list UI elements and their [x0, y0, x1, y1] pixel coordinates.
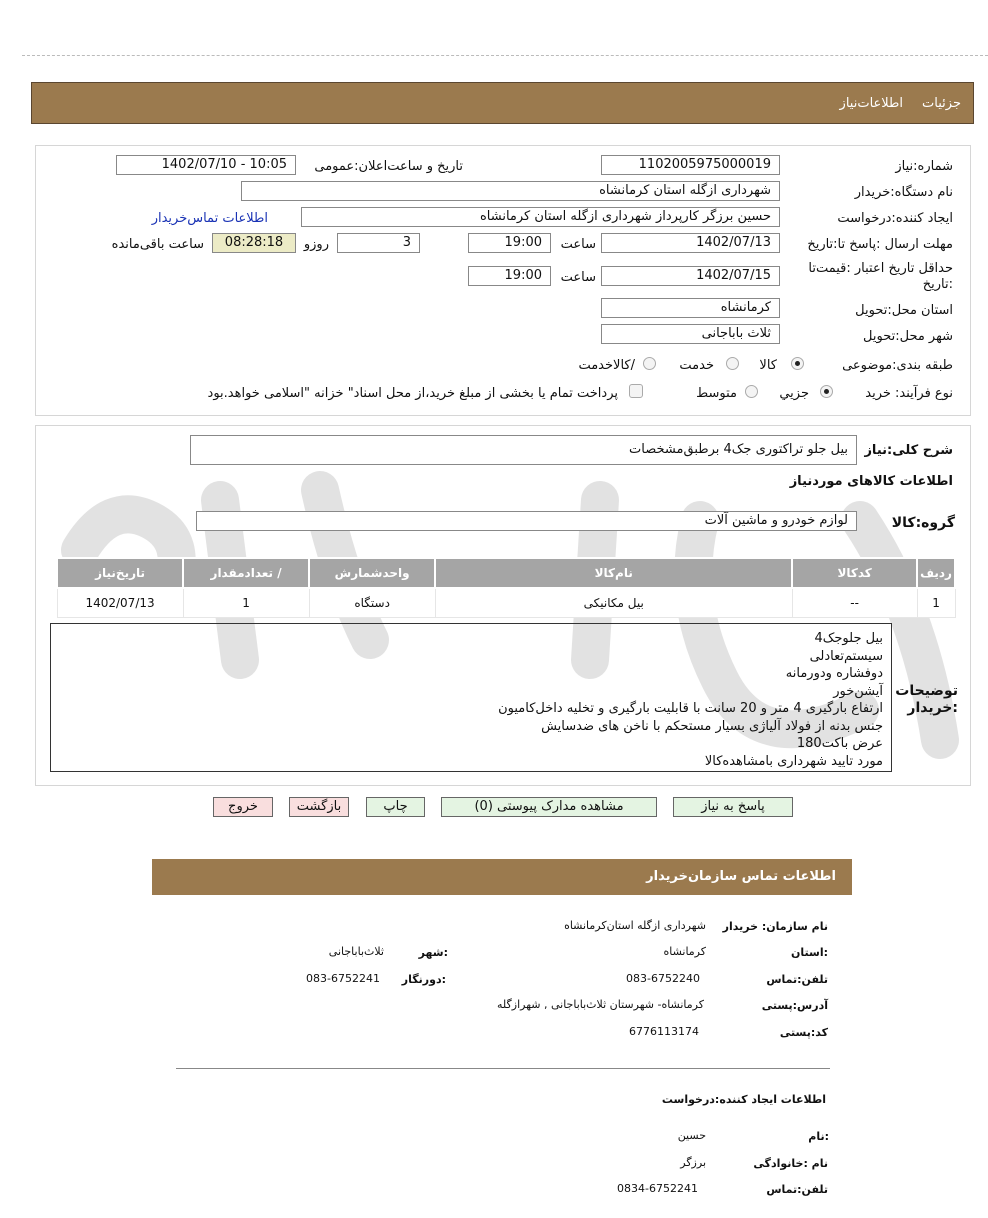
- cell-code: --: [792, 588, 917, 618]
- col-quantity: / تعدادمقدار: [183, 558, 309, 588]
- goods-group-field: لوازم خودرو و ماشین آلات: [196, 511, 857, 531]
- col-need-date: تاریخ‌نیاز: [57, 558, 183, 588]
- contact-province-label: :استان: [791, 946, 828, 959]
- goods-group-label: گروه:کالا: [891, 515, 955, 531]
- creator-name-value: حسین: [677, 1129, 706, 1142]
- creator-heading: اطلاعات ایجاد کننده:درخواست: [661, 1093, 826, 1106]
- summary-field: بیل جلو تراکتوری جک4 برطبق‌مشخصات: [190, 435, 857, 465]
- province-label: استان محل:تحویل: [855, 303, 953, 318]
- back-button[interactable]: بازگشت: [289, 797, 349, 817]
- goods-info-heading: اطلاعات کالاهای موردنیاز: [789, 474, 953, 489]
- days-label: روزو: [303, 237, 329, 252]
- radio-minor[interactable]: [820, 385, 833, 398]
- col-row: ردیف: [917, 558, 955, 588]
- radio-goods[interactable]: [791, 357, 804, 370]
- need-number-label: شماره‌:نیاز: [895, 159, 953, 174]
- table-row: [57, 588, 955, 618]
- contact-city-label: :شهر: [418, 946, 448, 959]
- col-unit: واحدشمارش: [309, 558, 435, 588]
- requester-field: حسین برزگر کارپرداز شهرداری ازگله استان کرمانشاه: [301, 207, 780, 227]
- note-line: سیستم‌تعادلی: [809, 648, 883, 664]
- creator-name-label: :نام: [808, 1130, 829, 1143]
- city-label: شهر محل:تحویل: [863, 329, 953, 344]
- print-button[interactable]: چاپ: [366, 797, 425, 817]
- tab-details[interactable]: جزئیات: [922, 96, 961, 111]
- note-line: ارتفاع بارگیری 4 متر و 20 سانت با قابلیت بارگیری و تخلیه داخل‌کامیون: [498, 701, 883, 716]
- validity-time-field: 19:00: [468, 266, 551, 286]
- city-field: ثلاث باباجانی: [601, 324, 780, 344]
- buyer-notes-box: [50, 623, 892, 772]
- remaining-time-field: 08:28:18: [212, 233, 296, 253]
- contact-city-value: ثلاث‌باباجانی: [328, 945, 384, 958]
- radio-service-label: خدمت: [679, 358, 714, 373]
- col-code: کدکالا: [792, 558, 917, 588]
- note-line: عرض باکت180: [796, 736, 883, 751]
- exit-button[interactable]: خروج: [213, 797, 273, 817]
- radio-medium-label: متوسط: [696, 386, 737, 401]
- days-field: 3: [337, 233, 420, 253]
- tab-need-info[interactable]: اطلاعات‌نیاز: [839, 96, 903, 111]
- radio-goods-service-label: /کالاخدمت: [578, 358, 635, 373]
- creator-phone-label: تلفن:تماس: [766, 1183, 828, 1196]
- contact-phone-label: تلفن:تماس: [766, 973, 828, 986]
- device-name-field: شهرداری ازگله استان کرمانشاه: [241, 181, 780, 201]
- contact-header-bar: [152, 859, 852, 895]
- process-type-label: نوع فرآیند: خرید: [865, 386, 953, 401]
- min-validity-label: حداقل تاریخ اعتبار :قیمت‌تا :تاریخ: [808, 261, 953, 292]
- section-divider: [176, 1068, 830, 1069]
- note-line: دوفشاره ودورمانه: [785, 666, 883, 681]
- category-label: طبقه بندی:موضوعی: [842, 358, 953, 373]
- creator-family-label: نام :خانوادگی: [753, 1157, 828, 1170]
- fax-label: :دورنگار: [401, 973, 446, 986]
- note-line: آیشن‌خور: [833, 683, 883, 699]
- remaining-label: ساعت باقی‌مانده: [111, 237, 204, 252]
- radio-service[interactable]: [726, 357, 739, 370]
- cell-quantity: 1: [183, 588, 309, 618]
- col-name: نام‌کالا: [435, 558, 792, 588]
- deadline-time-field: 19:00: [468, 233, 551, 253]
- buyer-contact-link[interactable]: اطلاعات تماس‌خریدار: [151, 211, 268, 226]
- postal-code-label: کد:پستی: [779, 1026, 828, 1039]
- validity-date-field: 1402/07/15: [601, 266, 780, 286]
- address-label: آدرس:پستی: [761, 999, 828, 1012]
- contact-province-value: کرمانشاه: [663, 945, 706, 958]
- page-header-bar: [31, 82, 974, 124]
- org-label: نام سازمان: خریدار: [722, 920, 828, 933]
- contact-phone-value: 083-6752240: [626, 972, 700, 985]
- device-name-label: نام دستگاه:خریدار: [854, 185, 953, 200]
- goods-table: [56, 557, 956, 618]
- radio-goods-label: کالا: [759, 358, 777, 373]
- requester-label: ایجاد کننده:درخواست: [837, 211, 953, 226]
- summary-label: شرح کلی:نیاز: [864, 443, 953, 458]
- postal-code-value: 6776113174: [629, 1025, 699, 1038]
- top-divider: [22, 55, 988, 56]
- fax-value: 083-6752241: [306, 972, 380, 985]
- reply-button[interactable]: پاسخ به نیاز: [673, 797, 793, 817]
- validity-hour-label: ساعت: [560, 270, 596, 285]
- province-field: کرمانشاه: [601, 298, 780, 318]
- need-number-field: 1102005975000019: [601, 155, 780, 175]
- note-line: مورد تایید شهرداری بامشاهده‌کالا: [704, 753, 883, 769]
- attachments-button[interactable]: مشاهده مدارک پیوستی (0): [441, 797, 657, 817]
- note-line: بیل جلوجک4: [814, 631, 883, 646]
- cell-need-date: 1402/07/13: [57, 588, 183, 618]
- cell-name: بیل مکانیکی: [435, 588, 792, 618]
- creator-family-value: برزگر: [680, 1156, 706, 1169]
- deadline-date-field: 1402/07/13: [601, 233, 780, 253]
- radio-goods-service[interactable]: [643, 357, 656, 370]
- deadline-hour-label: ساعت: [560, 237, 596, 252]
- treasury-payment-note: پرداخت تمام یا بخشی از مبلغ خرید،از محل اسناد" خزانه "اسلامی خواهد.بود: [207, 386, 618, 401]
- org-value: شهرداری ازگله استان‌کرمانشاه: [564, 919, 706, 932]
- radio-minor-label: جزیي: [779, 386, 809, 401]
- contact-header-title: اطلاعات تماس سازمان‌خریدار: [646, 869, 836, 884]
- announce-datetime-field: 1402/07/10 - 10:05: [116, 155, 296, 175]
- note-line: جنس بدنه از فولاد آلیاژی بسیار مستحکم با ناخن های ضدسایش: [541, 718, 883, 734]
- deadline-label: مهلت ارسال :پاسخ تا:تاریخ: [807, 237, 953, 252]
- cell-row: 1: [917, 588, 955, 618]
- creator-phone-value: 0834-6752241: [617, 1182, 698, 1195]
- buyer-notes-label: توضیحات :خریدار: [895, 683, 958, 716]
- treasury-payment-checkbox[interactable]: [629, 384, 643, 398]
- radio-medium[interactable]: [745, 385, 758, 398]
- cell-unit: دستگاه: [309, 588, 435, 618]
- address-value: کرمانشاه- شهرستان ثلاث‌باباجانی , شهرازگله: [496, 998, 704, 1011]
- announce-datetime-label: تاریخ و ساعت‌اعلان:عمومی: [314, 159, 463, 174]
